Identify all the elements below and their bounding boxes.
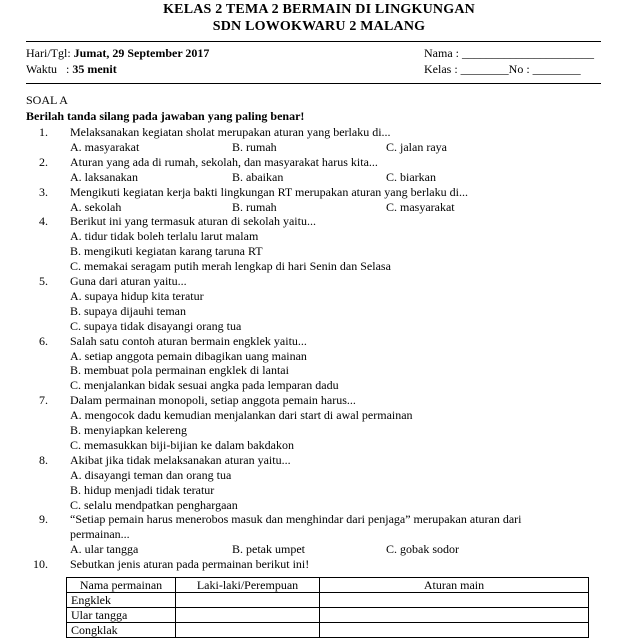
question-number: 5. — [39, 274, 48, 288]
answer-option[interactable]: C. gobak sodor — [386, 542, 459, 557]
question-number: 1. — [39, 125, 48, 139]
table-cell[interactable] — [176, 623, 320, 638]
date-row — [26, 46, 209, 61]
answer-option[interactable]: C. supaya tidak disayangi orang tua — [70, 318, 242, 333]
question-text: Aturan yang ada di rumah, sekolah, dan masyarakat harus kita... — [70, 154, 378, 169]
answer-option[interactable]: B. supaya dijauhi teman — [70, 303, 186, 318]
answer-option[interactable]: A. ular tangga — [70, 542, 139, 557]
question-text: Sebutkan jenis aturan pada permainan berikut ini! — [70, 557, 310, 572]
answer-option[interactable]: B. rumah — [232, 199, 277, 214]
answer-option[interactable]: B. membuat pola permainan engklek di lantai — [70, 363, 289, 378]
question-text: Mengikuti kegiatan kerja bakti lingkungan RT merupakan aturan yang berlaku di... — [70, 184, 468, 199]
table-cell: Engklek — [67, 593, 176, 608]
instruction-text: Berilah tanda silang pada jawaban yang paling benar! — [26, 109, 305, 123]
answer-option[interactable]: A. masyarakat — [70, 139, 140, 154]
table-cell[interactable] — [176, 593, 320, 608]
question-text: Dalam permainan monopoli, setiap anggota pemain harus... — [70, 393, 356, 408]
answer-option[interactable]: C. biarkan — [386, 169, 436, 184]
question-number: 3. — [39, 184, 48, 199]
worksheet-title: KELAS 2 TEMA 2 BERMAIN DI LINGKUNGAN — [163, 2, 475, 17]
answer-option[interactable]: C. masyarakat — [386, 199, 455, 214]
answer-option[interactable]: C. selalu mendpatkan penghargaan — [70, 497, 238, 512]
answer-option[interactable]: B. abaikan — [232, 169, 284, 184]
time-value: 35 menit — [72, 62, 117, 76]
table-row — [67, 593, 589, 608]
table-header: Laki-laki/Perempuan — [176, 578, 320, 593]
question-number: 7. — [39, 393, 48, 408]
answer-option[interactable]: A. laksanakan — [70, 169, 138, 184]
table-header: Nama permainan — [67, 578, 176, 593]
date-value: Jumat, 29 September 2017 — [73, 46, 210, 60]
question-text: Melaksanakan kegiatan sholat merupakan aturan yang berlaku di... — [70, 125, 391, 139]
table-row — [67, 608, 589, 623]
answer-option[interactable]: A. disayangi teman dan orang tua — [70, 467, 232, 482]
answer-option[interactable]: A. mengocok dadu kemudian menjalankan dari start di awal permainan — [70, 408, 413, 423]
table-cell[interactable] — [320, 593, 589, 608]
question-number: 10. — [33, 557, 48, 572]
question-number: 8. — [39, 452, 48, 467]
answer-option[interactable]: B. hidup menjadi tidak teratur — [70, 482, 215, 497]
answer-option[interactable]: C. menjalankan bidak sesuai angka pada lemparan dadu — [70, 378, 339, 393]
header-divider — [26, 41, 601, 42]
answer-option[interactable]: C. jalan raya — [386, 139, 447, 154]
answer-option[interactable]: B. menyiapkan kelereng — [70, 423, 187, 437]
question-text-continued: permainan... — [70, 527, 130, 542]
section-title: SOAL A — [26, 93, 68, 107]
name-field[interactable]: Nama : ______________________ — [424, 46, 594, 60]
date-label: Hari/Tgl: — [26, 46, 71, 60]
table-row — [67, 623, 589, 638]
table-cell[interactable] — [320, 608, 589, 623]
answer-option[interactable]: A. tidur tidak boleh terlalu larut malam — [70, 229, 259, 244]
question-number: 2. — [39, 154, 48, 169]
answer-option[interactable]: B. petak umpet — [232, 542, 305, 557]
answer-option[interactable]: C. memakai seragam putih merah lengkap di hari Senin dan Selasa — [70, 259, 391, 274]
answer-option[interactable]: C. memasukkan biji-bijian ke dalam bakdakon — [70, 437, 294, 452]
question-text: Akibat jika tidak melaksanakan aturan yaitu... — [70, 452, 291, 467]
answer-option[interactable]: A. supaya hidup kita teratur — [70, 288, 204, 303]
class-field[interactable]: Kelas : ________No : ________ — [424, 62, 581, 76]
answer-option[interactable]: A. setiap anggota pemain dibagikan uang mainan — [70, 348, 307, 363]
question-number: 4. — [39, 214, 48, 229]
question-text: Guna dari aturan yaitu... — [70, 274, 187, 288]
info-divider — [26, 83, 601, 84]
answer-table — [66, 577, 589, 638]
table-cell: Congklak — [67, 623, 176, 638]
answer-option[interactable]: A. sekolah — [70, 199, 122, 214]
table-cell[interactable] — [320, 623, 589, 638]
time-label: Waktu : — [26, 62, 70, 76]
school-name: SDN LOWOKWARU 2 MALANG — [212, 19, 426, 34]
time-row — [26, 62, 117, 77]
table-cell: Ular tangga — [67, 608, 176, 623]
question-text: Berikut ini yang termasuk aturan di sekolah yaitu... — [70, 214, 316, 229]
question-number: 6. — [39, 333, 48, 348]
table-header: Aturan main — [320, 578, 589, 593]
question-number: 9. — [39, 512, 48, 527]
question-text: “Setiap pemain harus menerobos masuk dan menghindar dari penjaga” merupakan aturan dari — [70, 512, 522, 527]
table-cell[interactable] — [176, 608, 320, 623]
answer-option[interactable]: B. rumah — [232, 139, 277, 154]
question-text: Salah satu contoh aturan bermain engklek yaitu... — [70, 333, 307, 348]
answer-option[interactable]: B. mengikuti kegiatan karang taruna RT — [70, 244, 263, 259]
